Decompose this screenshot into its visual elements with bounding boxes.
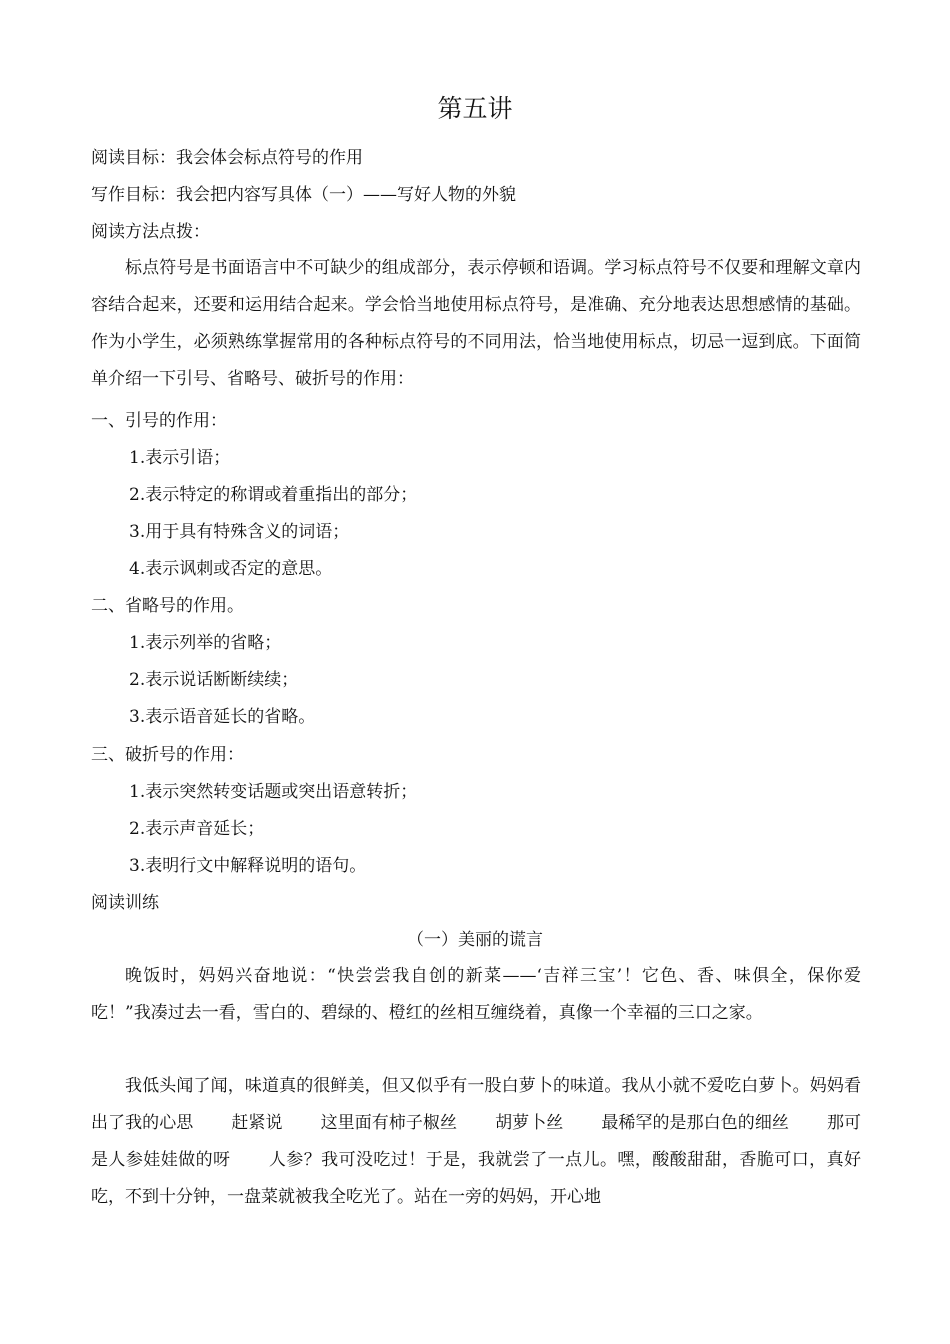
paragraph-text: 赶紧说	[231, 1113, 283, 1133]
section-heading-dash: 三、破折号的作用：	[91, 745, 244, 765]
list-item: 1.表示突然转变话题或突出语意转折；	[129, 782, 418, 802]
paragraph-text: 胡萝卜丝	[495, 1113, 564, 1133]
story-title: （一）美丽的谎言	[407, 930, 543, 950]
section-heading-ellipsis: 二、省略号的作用。	[91, 596, 244, 616]
intro-paragraph: 标点符号是书面语言中不可缺少的组成部分，表示停顿和语调。学习标点符号不仅要和理解文章内容结合起来，还要和运用结合起来。学会恰当地使用标点符号，是准确、充分地表达思想感情的基础。作为小学生，必须熟练掌握常用的各种标点符号的不同用法，恰当地使用标点，切忌一逗到底。下面简单介绍一下引号、省略号、破折号的作用：	[91, 258, 861, 389]
list-item: 4.表示讽刺或否定的意思。	[129, 559, 333, 579]
list-item: 3.表明行文中解释说明的语句。	[129, 856, 367, 876]
list-item: 1.表示列举的省略；	[129, 633, 282, 653]
reading-goal: 阅读目标：我会体会标点符号的作用	[91, 148, 363, 168]
list-item: 3.用于具有特殊含义的词语；	[129, 522, 350, 542]
list-item: 2.表示说话断断续续；	[129, 670, 299, 690]
story-paragraph-2	[91, 1068, 861, 1216]
story-paragraph-1: 晚饭时，妈妈兴奋地说：“快尝尝我自创的新菜——‘吉祥三宝’！它色、香、味俱全，保你爱吃！”我凑过去一看，雪白的、碧绿的、橙红的丝相互缠绕着，真像一个幸福的三口之家。	[91, 966, 861, 1023]
method-heading: 阅读方法点拨：	[91, 222, 210, 242]
writing-goal: 写作目标：我会把内容写具体（一）——写好人物的外貌	[91, 185, 516, 205]
paragraph-text: 这里面有柿子椒丝	[320, 1113, 458, 1133]
paragraph-text: 那可是人参娃娃做的呀	[91, 1113, 862, 1170]
paragraph-text: 最稀罕的是那白色的细丝	[601, 1113, 789, 1133]
paragraph-text: 人参？我可没吃过！于是，我就尝了一点儿。嘿，酸酸甜甜，香脆可口，真好吃，不到十分钟，一盘菜就被我全吃光了。站在一旁的妈妈，开心地	[91, 1150, 862, 1207]
list-item: 2.表示声音延长；	[129, 819, 265, 839]
section-heading-quotes: 一、引号的作用：	[91, 411, 227, 431]
list-item: 3.表示语音延长的省略。	[129, 707, 316, 727]
paragraph-text: 我低头闻了闻，味道真的很鲜美，但又似乎有一股白萝卜的味道。我从小就不爱吃白萝卜。妈妈看出了我的心思	[91, 1076, 861, 1133]
page-title: 第五讲	[437, 94, 513, 123]
training-heading: 阅读训练	[91, 893, 159, 913]
list-item: 1.表示引语；	[129, 448, 231, 468]
list-item: 2.表示特定的称谓或着重指出的部分；	[129, 485, 418, 505]
